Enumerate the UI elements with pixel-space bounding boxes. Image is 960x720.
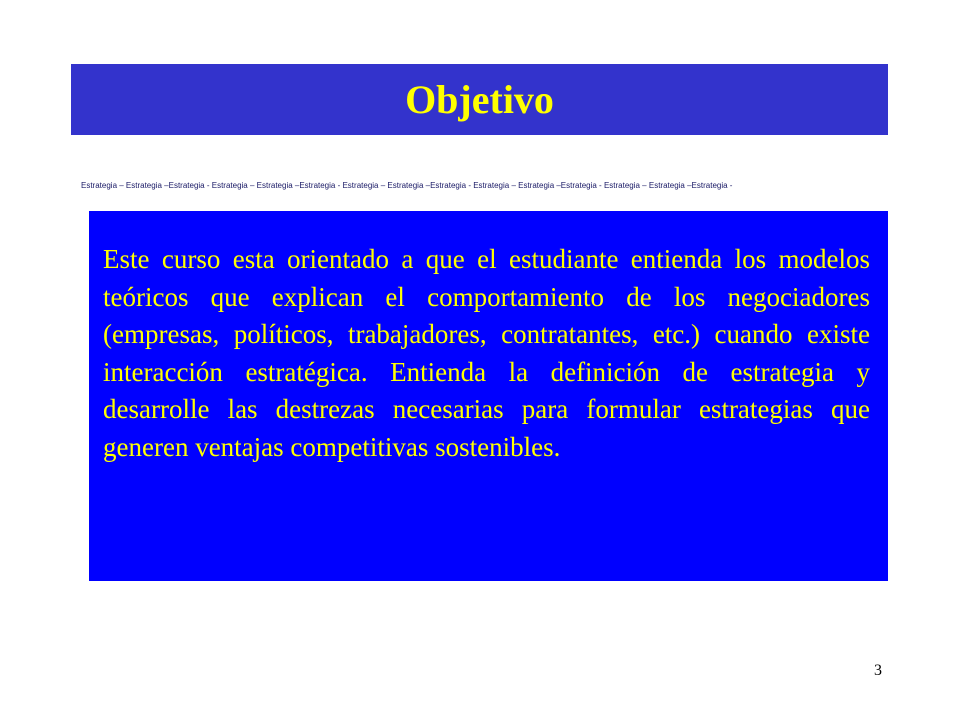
title-banner <box>71 64 888 135</box>
strategy-ribbon: Estrategia – Estrategia –Estrategia - Estrategia – Estrategia –Estrategia - Estrategia – Estrategia –Estrategia - Estrategia – Estrategia –Estrategia - Estrategia – Estrategia –Estrategia - <box>81 181 733 190</box>
objective-box <box>89 211 888 581</box>
page-number: 3 <box>874 662 882 679</box>
slide-title: Objetivo <box>405 76 554 122</box>
objective-text: Este curso esta orientado a que el estudiante entienda los modelos teóricos que explican el comportamiento de los negociadores (empresas, políticos, trabajadores, contratantes, etc.) cuando existe interacción estratégica. Entienda la definición de estrategia y desarrolle las destrezas necesarias para formular estrategias que generen ventajas competitivas sostenibles. <box>103 244 870 462</box>
